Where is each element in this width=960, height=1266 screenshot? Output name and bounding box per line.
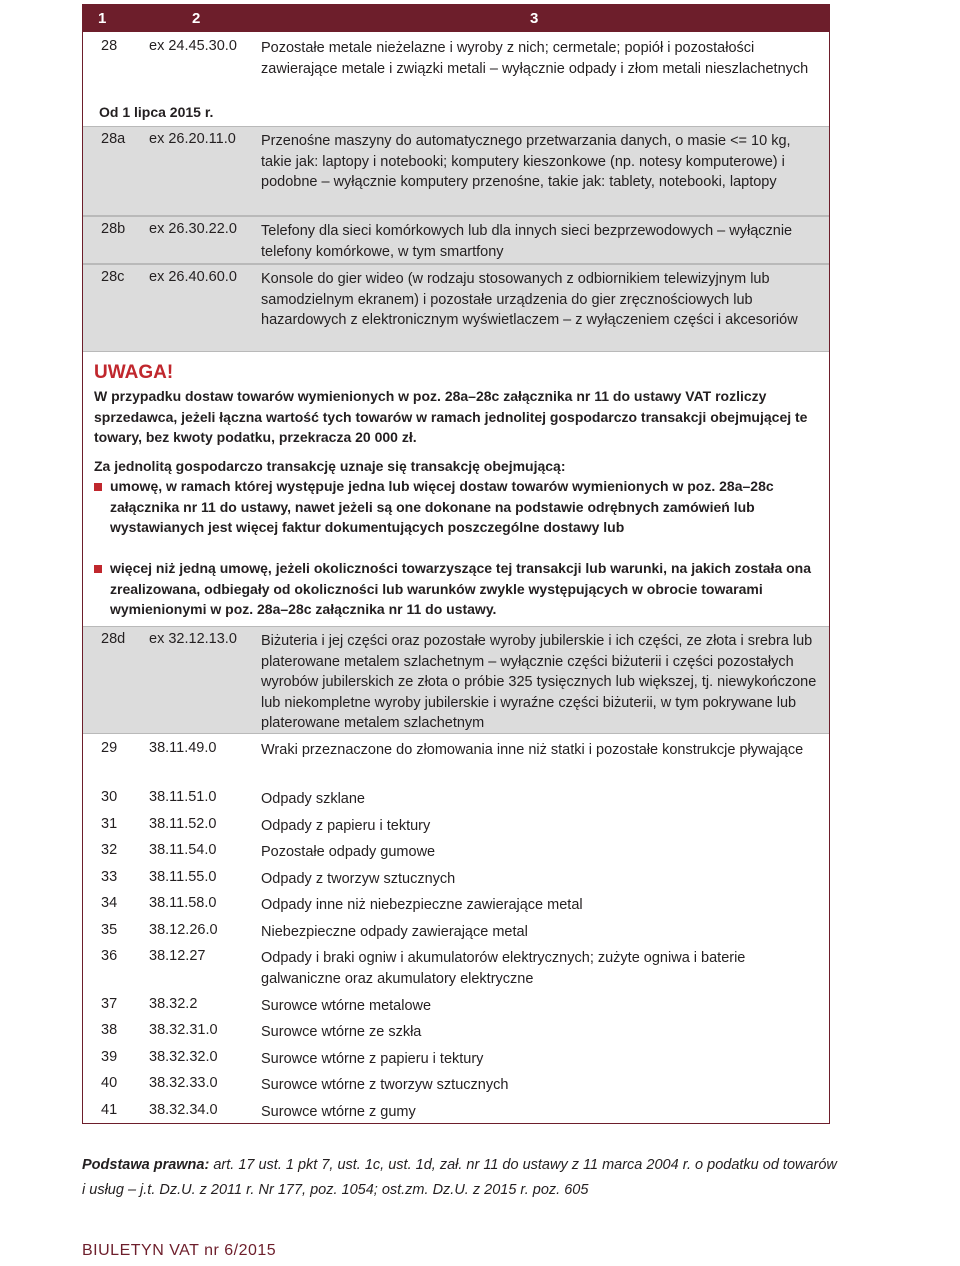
row-code: 38.32.34.0 bbox=[149, 1102, 218, 1118]
row-code: 38.11.52.0 bbox=[149, 816, 217, 832]
row-code: 38.32.2 bbox=[149, 996, 198, 1012]
row-number: 33 bbox=[101, 869, 118, 885]
row-code: ex 24.45.30.0 bbox=[149, 38, 237, 54]
legal-basis-label: Podstawa prawna: bbox=[82, 1157, 210, 1173]
table-row bbox=[83, 891, 829, 917]
row-number: 37 bbox=[101, 996, 118, 1012]
row-code: ex 26.40.60.0 bbox=[149, 269, 237, 285]
row-description: Odpady i braki ogniw i akumulatorów elektrycznych; zużyte ogniwa i baterie galwaniczne oraz akumulatory elektryczne bbox=[261, 950, 746, 987]
table-row bbox=[83, 865, 829, 891]
table-row bbox=[83, 944, 829, 992]
row-description: Surowce wtórne z tworzyw sztucznych bbox=[261, 1077, 509, 1093]
row-code: 38.12.27 bbox=[149, 948, 206, 964]
table-row bbox=[83, 992, 829, 1018]
legal-basis bbox=[82, 1153, 842, 1203]
warning-bullet-1: umowę, w ramach której występuje jedna lub więcej dostaw towarów wymienionych w poz. 28a–28c załącznika nr 11 do ustawy, nawet jeżeli są one dokonane na podstawie odrębnych zamówień lub wystawianych jest więcej faktur dokumentujących poszczególne dostawy lub bbox=[110, 478, 774, 535]
table-row bbox=[83, 264, 829, 352]
table-row bbox=[83, 918, 829, 944]
header-col-1: 1 bbox=[98, 10, 107, 27]
row-number: 38 bbox=[101, 1022, 118, 1038]
row-number: 34 bbox=[101, 895, 118, 911]
row-number: 36 bbox=[101, 948, 118, 964]
row-number: 30 bbox=[101, 789, 118, 805]
row-number: 29 bbox=[101, 740, 118, 756]
row-number: 35 bbox=[101, 922, 118, 938]
row-number: 28b bbox=[101, 221, 126, 237]
row-description: Surowce wtórne z papieru i tektury bbox=[261, 1051, 484, 1067]
row-number: 39 bbox=[101, 1049, 118, 1065]
table-row bbox=[83, 1098, 829, 1124]
section-date: Od 1 lipca 2015 r. bbox=[99, 104, 214, 120]
header-col-3: 3 bbox=[530, 10, 539, 27]
row-description: Odpady inne niż niebezpieczne zawierające metal bbox=[261, 897, 583, 913]
row-code: ex 26.20.11.0 bbox=[149, 131, 236, 147]
row-description: Pozostałe odpady gumowe bbox=[261, 844, 436, 860]
row-code: 38.11.54.0 bbox=[149, 842, 217, 858]
bullet-icon bbox=[94, 483, 102, 491]
row-code: 38.11.55.0 bbox=[149, 869, 217, 885]
row-code: 38.32.33.0 bbox=[149, 1075, 218, 1091]
row-number: 28a bbox=[101, 131, 126, 147]
row-number: 32 bbox=[101, 842, 118, 858]
row-code: 38.32.31.0 bbox=[149, 1022, 218, 1038]
table-row bbox=[83, 216, 829, 264]
row-code: 38.11.49.0 bbox=[149, 740, 217, 756]
table-row bbox=[83, 736, 829, 784]
row-code: ex 32.12.13.0 bbox=[149, 631, 237, 647]
warning-subheading: Za jednolitą gospodarczo transakcję uznaje się transakcję obejmującą: bbox=[94, 458, 566, 474]
legal-basis-text: art. 17 ust. 1 pkt 7, ust. 1c, ust. 1d, zał. nr 11 do ustawy z 11 marca 2004 r. o podatku od towarów i usług – j.t. Dz.U. z 2011 r. Nr 177, poz. 1054; ost.zm. Dz.U. z 2015 r. poz. 605 bbox=[82, 1157, 837, 1198]
footer-publication: BIULETYN VAT nr 6/2015 bbox=[82, 1242, 277, 1259]
row-description: Wraki przeznaczone do złomowania inne niż statki i pozostałe konstrukcje pływające bbox=[261, 742, 804, 758]
row-number: 31 bbox=[101, 816, 118, 832]
row-description: Odpady z tworzyw sztucznych bbox=[261, 871, 456, 887]
row-description: Surowce wtórne ze szkła bbox=[261, 1024, 422, 1040]
table-header bbox=[82, 4, 830, 32]
row-description: Surowce wtórne metalowe bbox=[261, 998, 432, 1014]
warning-paragraph: W przypadku dostaw towarów wymienionych w poz. 28a–28c załącznika nr 11 do ustawy VAT rozliczy sprzedawca, jeżeli łączna wartość tych towarów w ramach jednolitej gospodarczo transakcji obejmującej te towary, bez kwoty podatku, przekracza 20 000 zł. bbox=[94, 388, 808, 445]
table-row bbox=[83, 1018, 829, 1044]
row-description: Niebezpieczne odpady zawierające metal bbox=[261, 924, 528, 940]
row-description: Przenośne maszyny do automatycznego przetwarzania danych, o masie <= 10 kg, takie jak: laptopy i notebooki; komputery kieszonkowe (np. notesy komputerowe) i podobne – wyłącznie komputery przenośne, takie jak: tablety, notebooki, laptopy bbox=[261, 133, 791, 190]
row-number: 28d bbox=[101, 631, 126, 647]
warning-title: UWAGA! bbox=[94, 362, 174, 383]
table-row bbox=[83, 126, 829, 216]
row-number: 41 bbox=[101, 1102, 118, 1118]
table-row bbox=[83, 812, 829, 838]
bullet-icon bbox=[94, 565, 102, 573]
row-description: Odpady szklane bbox=[261, 791, 365, 807]
row-description: Odpady z papieru i tektury bbox=[261, 818, 431, 834]
row-description: Biżuteria i jej części oraz pozostałe wyroby jubilerskie i ich części, ze złota i srebra lub platerowane metalem szlachetnym – wyłącznie części biżuterii i części pozostałych wyrobów jubilerskich ze złota o próbie 325 tysięcznych lub większej, tj. niewykończone lub niekompletne wyroby jubilerskie i wyraźne części biżuterii, w tym pokrywane lub platerowane metalem szlachetnym bbox=[261, 633, 817, 731]
row-number: 28 bbox=[101, 38, 118, 54]
table-row bbox=[83, 1045, 829, 1071]
row-description: Konsole do gier wideo (w rodzaju stosowanych z odbiornikiem telewizyjnym lub samodzielnym ekranem) i pozostałe urządzenia do gier zręcznościowych lub hazardowych z elektronicznym wyświetlaczem – z wyłączeniem części i akcesoriów bbox=[261, 271, 798, 328]
row-number: 40 bbox=[101, 1075, 118, 1091]
table-row bbox=[83, 1071, 829, 1097]
header-col-2: 2 bbox=[192, 10, 201, 27]
table-row bbox=[83, 34, 829, 100]
warning-bullet-2: więcej niż jedną umowę, jeżeli okoliczności towarzyszące tej transakcji lub warunki, na jakich została ona zrealizowana, odbiegały od okoliczności lub warunków zwykle występujących w obrocie towarami wymienionymi w poz. 28a–28c załącznika nr 11 do ustawy. bbox=[110, 560, 812, 617]
row-description: Surowce wtórne z gumy bbox=[261, 1104, 416, 1120]
row-number: 28c bbox=[101, 269, 125, 285]
row-description: Telefony dla sieci komórkowych lub dla innych sieci bezprzewodowych – wyłącznie telefony komórkowe, w tym smartfony bbox=[261, 223, 793, 260]
table-row bbox=[83, 838, 829, 864]
row-code: ex 26.30.22.0 bbox=[149, 221, 237, 237]
table-row bbox=[83, 626, 829, 734]
row-code: 38.11.58.0 bbox=[149, 895, 217, 911]
row-code: 38.12.26.0 bbox=[149, 922, 218, 938]
row-description: Pozostałe metale nieżelazne i wyroby z nich; cermetale; popiół i pozostałości zawierające metale i związki metali – wyłącznie odpady i złom metali nieszlachetnych bbox=[261, 40, 809, 77]
table-row bbox=[83, 785, 829, 811]
row-code: 38.32.32.0 bbox=[149, 1049, 218, 1065]
row-code: 38.11.51.0 bbox=[149, 789, 217, 805]
